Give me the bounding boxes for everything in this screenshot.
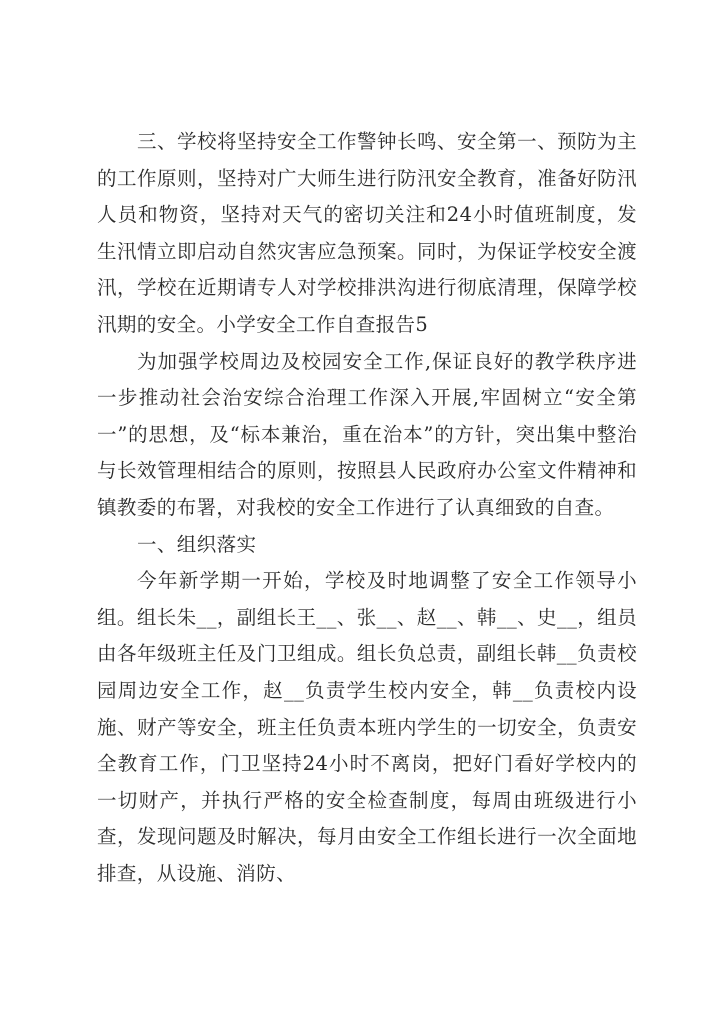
section-heading-organization: 一、组织落实 — [137, 532, 257, 556]
paragraph-flood-safety: 三、学校将坚持安全工作警钟长鸣、安全第一、预防为主的工作原则，坚持对广大师生进行防汛安全教育，准备好防汛人员和物资，坚持对天气的密切关注和24小时值班制度，发生汛情立即启动自然灾害应急预案。同时，为保证学校安全渡汛，学校在近期请专人对学校排洪沟进行彻底清理，保障学校汛期的安全。小学安全工作自查报告5 — [97, 130, 637, 336]
document-body — [97, 124, 637, 892]
paragraph-self-inspection-intro: 为加强学校周边及校园安全工作,保证良好的教学秩序进一步推动社会治安综合治理工作深入开展,牢固树立“安全第一”的思想，及“标本兼治，重在治本”的方针，突出集中整治与长效管理相结合的原则，按照县人民政府办公室文件精神和镇教委的布署，对我校的安全工作进行了认真细致的自查。 — [97, 349, 637, 519]
paragraph-organization-details: 今年新学期一开始，学校及时地调整了安全工作领导小组。组长朱__，副组长王__、张__、赵__、韩__、史__，组员由各年级班主任及门卫组成。组长负总责，副组长韩__负责校园周边安全工作，赵__负责学生校内安全，韩__负责校内设施、财产等安全，班主任负责本班内学生的一切安全，负责安全教育工作，门卫坚持24小时不离岗，把好门看好学校内的一切财产，并执行严格的安全检查制度，每周由班级进行小查，发现问题及时解决，每月由安全工作组长进行一次全面地排查，从设施、消防、 — [97, 569, 637, 885]
